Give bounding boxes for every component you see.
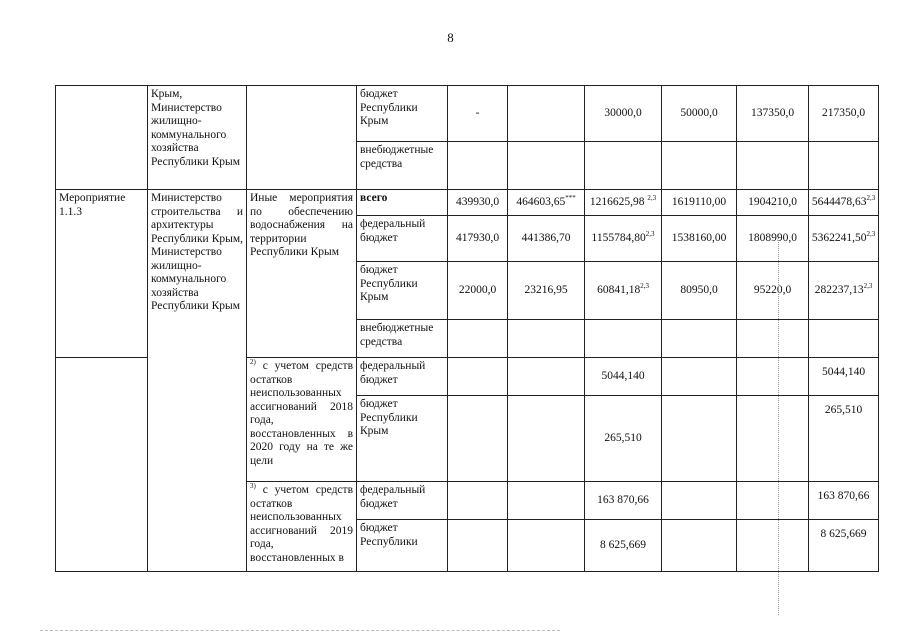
value-cell: 8 625,669 [585,520,662,572]
value-cell: 5362241,50$^{2,3}$ [809,216,879,262]
note-cell: $^{2)}$ с учетом средств остатков неиспользованных ассигнований 2018 года, восстановленных в 2020 году на те же цели [247,358,357,482]
table-row [56,190,879,216]
measure-cell-empty [56,358,148,572]
source-label: федеральный бюджет [357,216,448,262]
source-label: бюджет Республики Крым [357,262,448,320]
value-cell: 5644478,63$^{2,3}$ [809,190,879,216]
value-cell: 282237,13$^{2,3}$ [809,262,879,320]
value-cell: 60841,18$^{2,3}$ [585,262,662,320]
value-cell: 30000,0 [585,86,662,142]
value-cell: 1538160,00 [662,216,737,262]
source-label: внебюджетные средства [357,320,448,358]
budget-table [55,85,879,572]
value-cell: 1904210,0 [737,190,809,216]
value-cell: 1619110,00 [662,190,737,216]
value-cell: 464603,65*** [508,190,585,216]
value-cell: - [448,86,508,142]
source-label: внебюджетные средства [357,142,448,190]
value-cell: 5044,140 [585,358,662,396]
value-cell: 163 870,66 [809,482,879,520]
source-label: бюджет Республики Крым [357,396,448,482]
source-label: федеральный бюджет [357,482,448,520]
value-cell: 1216625,98 $^{2,3}$ [585,190,662,216]
scan-artifact [778,235,780,615]
value-cell: 1155784,80$^{2,3}$ [585,216,662,262]
measure-name-cell: Иные мероприятия по обеспечению водоснабжения на территории Республики Крым [247,190,357,358]
table-row [56,86,879,142]
value-cell: 5044,140 [809,358,879,396]
value-cell: 417930,0 [448,216,508,262]
value-cell: 1808990,0 [737,216,809,262]
page-number: 8 [447,30,454,45]
value-cell: 80950,0 [662,262,737,320]
value-cell: 137350,0 [737,86,809,142]
value-cell [508,86,585,142]
value-cell: 217350,0 [809,86,879,142]
note-cell: $^{3)}$ с учетом средств остатков неиспользованных ассигнований 2019 года, восстановленных в [247,482,357,572]
value-cell: 163 870,66 [585,482,662,520]
source-label: бюджет Республики Крым [357,86,448,142]
source-label: всего [357,190,448,216]
value-cell: 265,510 [809,396,879,482]
value-cell: 22000,0 [448,262,508,320]
value-cell: 439930,0 [448,190,508,216]
value-cell: 441386,70 [508,216,585,262]
name-cell-empty [247,86,357,190]
source-label: бюджет Республики [357,520,448,572]
measure-cell-empty [56,86,148,190]
value-cell: 23216,95 [508,262,585,320]
value-cell: 50000,0 [662,86,737,142]
value-cell: 8 625,669 [809,520,879,572]
value-cell: 265,510 [585,396,662,482]
value-cell: 95220,0 [737,262,809,320]
executor-cell: Крым, Министерство жилищно-коммунального хозяйства Республики Крым [148,86,247,190]
source-label: федеральный бюджет [357,358,448,396]
measure-cell: Мероприятие 1.1.3 [56,190,148,358]
executor-cell: Министерство строительства и архитектуры Республики Крым, Министерство жилищно-коммунального хозяйства Республики Крым [148,190,247,572]
scan-artifact [40,630,560,632]
